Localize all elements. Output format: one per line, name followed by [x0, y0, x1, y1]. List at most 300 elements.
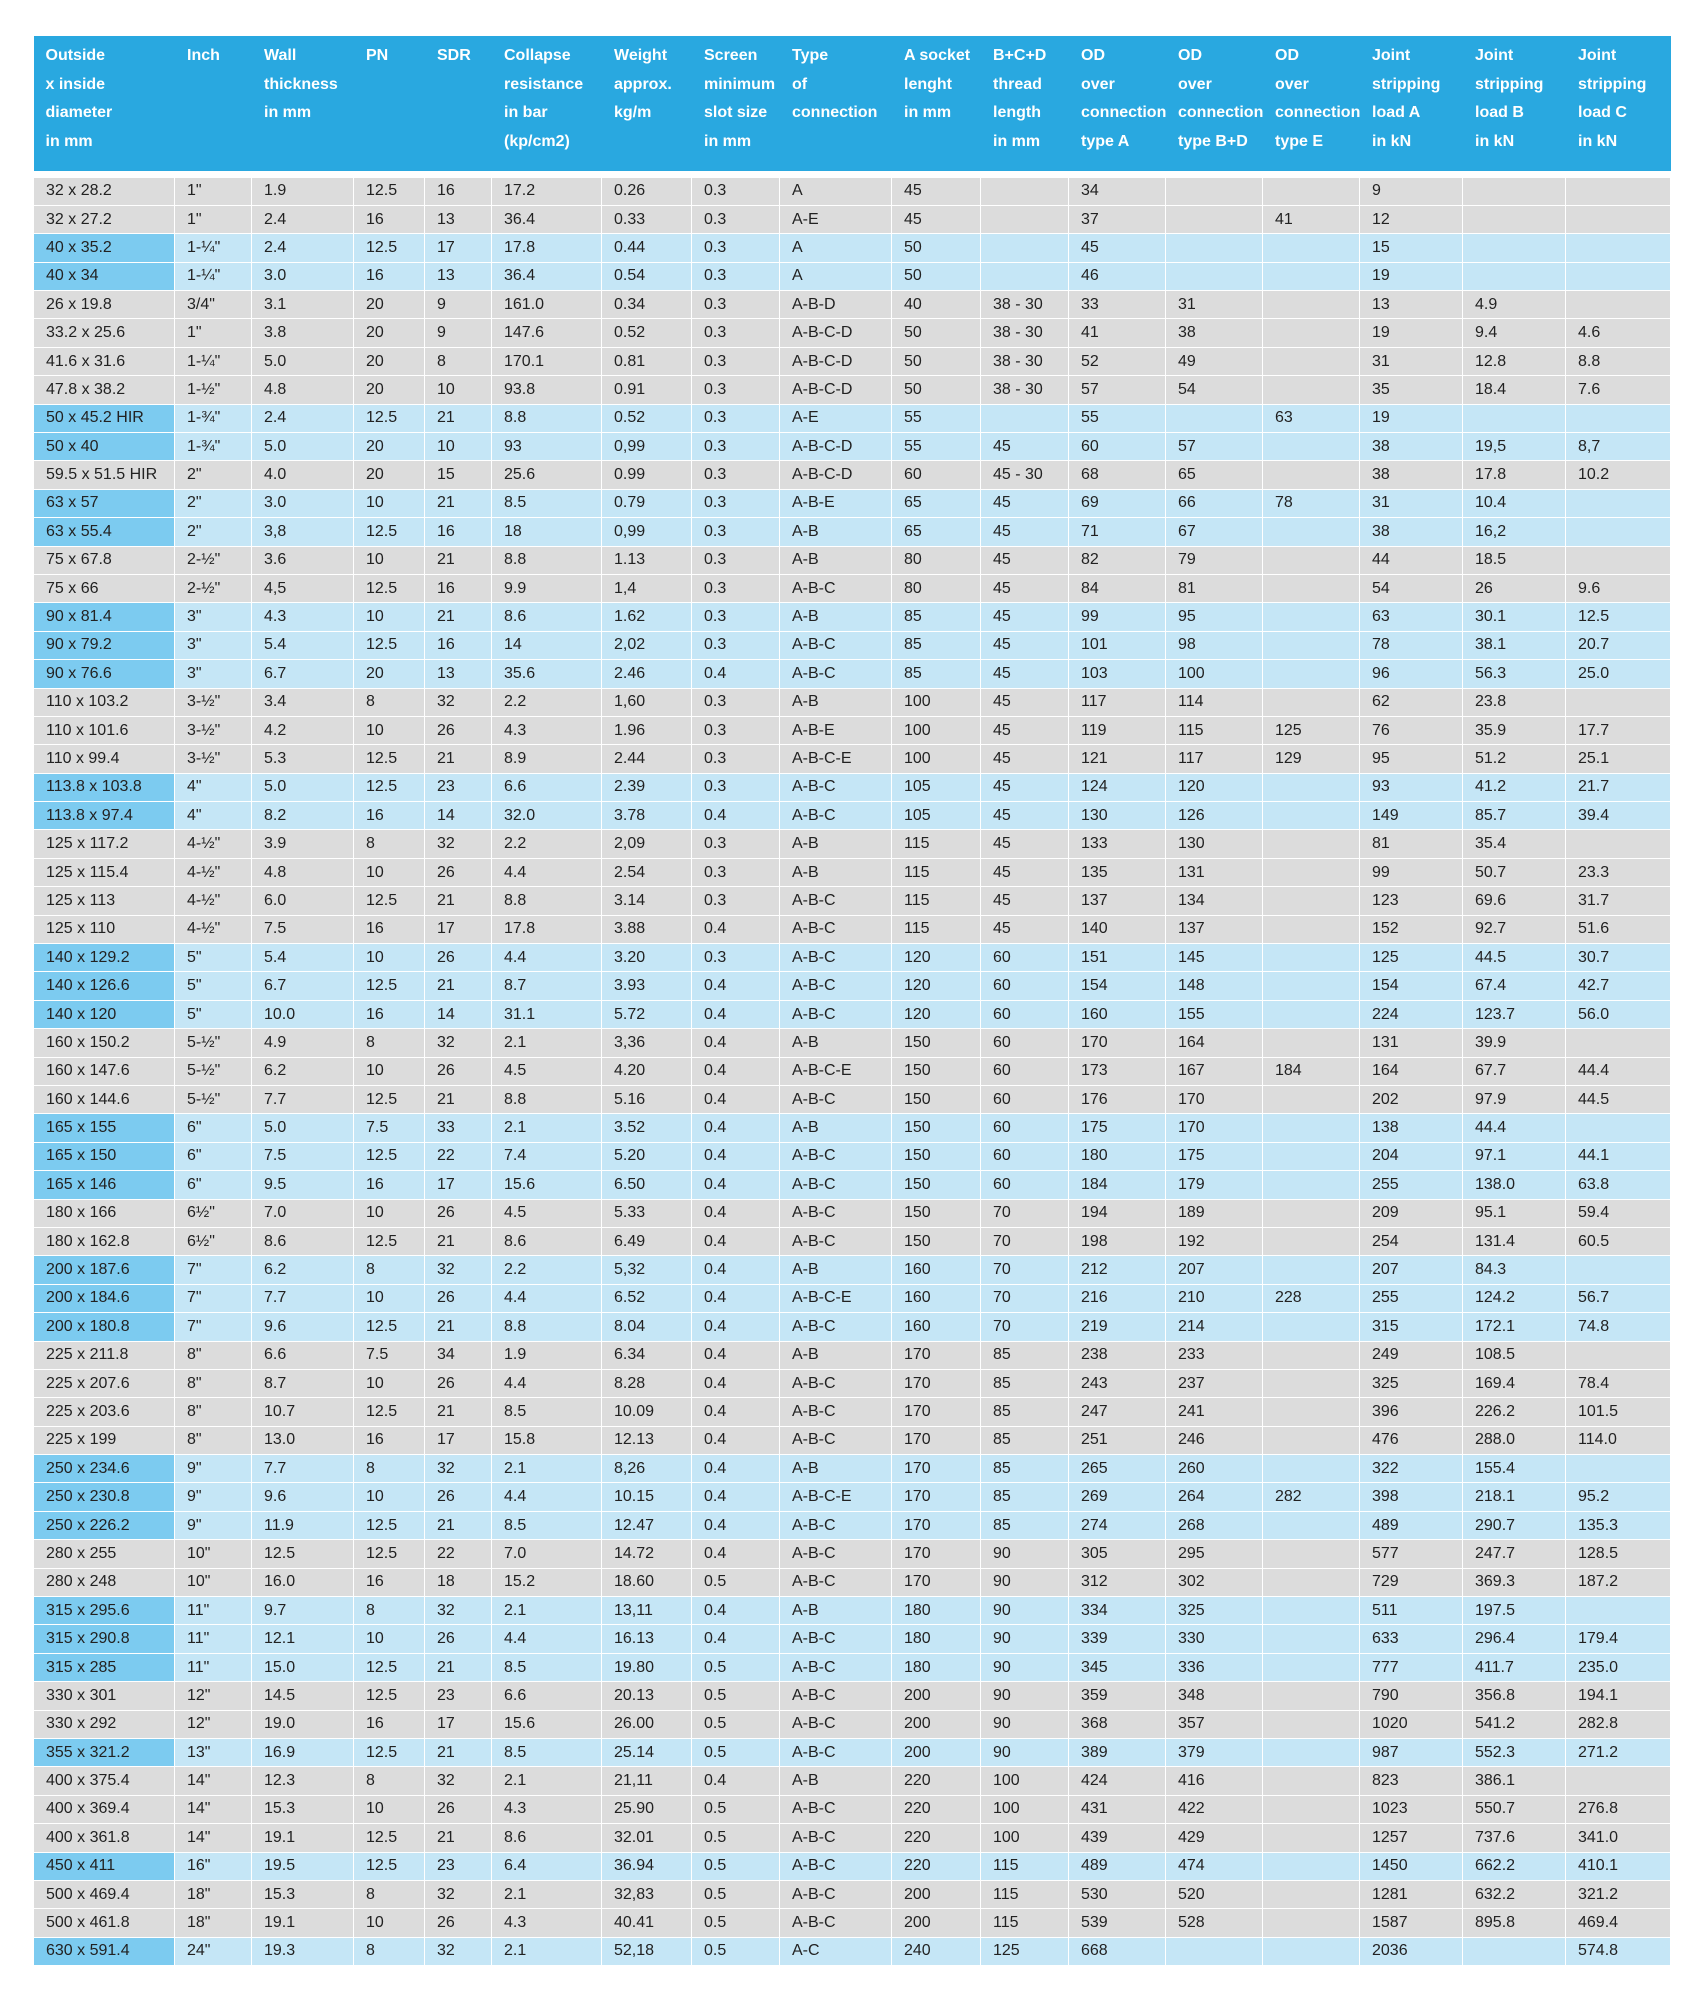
table-cell: 8.6: [252, 1227, 354, 1255]
table-cell: 125: [1360, 944, 1463, 972]
table-cell: 12.5: [354, 1511, 425, 1539]
table-cell: 4": [175, 773, 252, 801]
table-cell: 140 x 126.6: [34, 972, 175, 1000]
table-cell: 6": [175, 1171, 252, 1199]
table-cell: 5.72: [602, 1000, 692, 1028]
table-cell: 25.14: [602, 1738, 692, 1766]
table-cell: 31: [1166, 291, 1263, 319]
table-header: [34, 36, 1671, 171]
table-cell: 95.2: [1566, 1483, 1671, 1511]
table-cell: 8.2: [252, 802, 354, 830]
table-cell: 3.14: [602, 887, 692, 915]
table-cell: 54: [1360, 574, 1463, 602]
table-cell: 249: [1360, 1341, 1463, 1369]
table-cell: 216: [1069, 1284, 1166, 1312]
table-cell: 5.4: [252, 944, 354, 972]
table-cell: 5": [175, 944, 252, 972]
table-cell: 23.3: [1566, 858, 1671, 886]
table-cell: [1263, 1937, 1360, 1965]
table-cell: A-B-C: [780, 660, 892, 688]
table-cell: 200: [892, 1710, 981, 1738]
table-cell: 8,7: [1566, 433, 1671, 461]
table-cell: 1": [175, 177, 252, 205]
table-cell: 78: [1263, 489, 1360, 517]
table-cell: [1463, 205, 1566, 233]
table-cell: 12.5: [354, 234, 425, 262]
header-a-socket-length: A socket lenght in mm: [892, 36, 981, 171]
table-cell: 12.5: [354, 1398, 425, 1426]
table-row: [34, 1284, 1671, 1312]
table-cell: 280 x 255: [34, 1540, 175, 1568]
table-cell: 74.8: [1566, 1313, 1671, 1341]
table-cell: 212: [1069, 1256, 1166, 1284]
table-cell: [1566, 177, 1671, 205]
table-cell: 38.1: [1463, 631, 1566, 659]
table-cell: A-B-C: [780, 631, 892, 659]
table-cell: 50.7: [1463, 858, 1566, 886]
table-cell: 135.3: [1566, 1511, 1671, 1539]
table-cell: 777: [1360, 1653, 1463, 1681]
table-cell: 80: [892, 546, 981, 574]
table-cell: 45: [892, 177, 981, 205]
table-cell: 93.8: [492, 376, 602, 404]
table-cell: 9": [175, 1511, 252, 1539]
table-cell: 2036: [1360, 1937, 1463, 1965]
table-cell: 38: [1166, 319, 1263, 347]
table-cell: A-B: [780, 688, 892, 716]
table-cell: A-E: [780, 404, 892, 432]
table-cell: 1.9: [492, 1341, 602, 1369]
table-cell: A-B-C: [780, 972, 892, 1000]
table-cell: 113.8 x 97.4: [34, 802, 175, 830]
table-cell: 59.5 x 51.5 HIR: [34, 461, 175, 489]
table-cell: 81: [1360, 830, 1463, 858]
table-cell: 0.3: [692, 603, 780, 631]
header-outside-inside-diameter: Outside x inside diameter in mm: [34, 36, 175, 171]
table-cell: 12.5: [354, 574, 425, 602]
table-cell: 67.7: [1463, 1057, 1566, 1085]
table-cell: 7.5: [354, 1114, 425, 1142]
table-cell: 66: [1166, 489, 1263, 517]
table-cell: A-B-C: [780, 1824, 892, 1852]
table-cell: 90: [981, 1710, 1069, 1738]
table-cell: 17.8: [492, 234, 602, 262]
table-cell: 3.0: [252, 262, 354, 290]
table-cell: 9.7: [252, 1597, 354, 1625]
table-cell: 3-½": [175, 716, 252, 744]
table-cell: 130: [1069, 802, 1166, 830]
header-type-of-connection: Type of connection: [780, 36, 892, 171]
table-cell: 220: [892, 1767, 981, 1795]
table-cell: 356.8: [1463, 1682, 1566, 1710]
table-cell: 41.2: [1463, 773, 1566, 801]
table-cell: 7.0: [492, 1540, 602, 1568]
table-cell: 14: [425, 1000, 492, 1028]
table-cell: 12.5: [354, 1142, 425, 1170]
table-cell: 38 - 30: [981, 376, 1069, 404]
table-cell: 10: [354, 1369, 425, 1397]
table-cell: 90 x 79.2: [34, 631, 175, 659]
table-cell: 3.4: [252, 688, 354, 716]
table-cell: 99: [1069, 603, 1166, 631]
table-cell: [1166, 205, 1263, 233]
table-cell: 574.8: [1566, 1937, 1671, 1965]
table-cell: 0.3: [692, 830, 780, 858]
table-cell: 21: [425, 1227, 492, 1255]
table-row: [34, 858, 1671, 886]
table-cell: 97.1: [1463, 1142, 1566, 1170]
table-cell: 0.4: [692, 1597, 780, 1625]
table-cell: 15.0: [252, 1653, 354, 1681]
table-cell: 160 x 144.6: [34, 1086, 175, 1114]
table-cell: 0.4: [692, 1511, 780, 1539]
table-cell: 60: [981, 1029, 1069, 1057]
table-cell: 4-½": [175, 887, 252, 915]
table-row: [34, 631, 1671, 659]
table-cell: 0.3: [692, 887, 780, 915]
table-cell: 115: [1166, 716, 1263, 744]
table-cell: 0.4: [692, 1142, 780, 1170]
table-cell: 357: [1166, 1710, 1263, 1738]
table-cell: 8": [175, 1398, 252, 1426]
table-cell: 60: [981, 944, 1069, 972]
table-cell: [1263, 631, 1360, 659]
table-cell: A: [780, 177, 892, 205]
table-cell: A-B-C: [780, 1738, 892, 1766]
table-cell: 8.5: [492, 1398, 602, 1426]
table-cell: 8.5: [492, 489, 602, 517]
table-cell: 12.5: [354, 745, 425, 773]
table-cell: A-B-C: [780, 1313, 892, 1341]
table-cell: 60: [981, 972, 1069, 1000]
table-cell: 65: [892, 518, 981, 546]
table-cell: 173: [1069, 1057, 1166, 1085]
table-cell: 9.6: [252, 1313, 354, 1341]
table-cell: A-B-C: [780, 1227, 892, 1255]
table-cell: 21: [425, 1313, 492, 1341]
table-cell: 8.5: [492, 1738, 602, 1766]
table-cell: 200 x 184.6: [34, 1284, 175, 1312]
table-cell: 0.26: [602, 177, 692, 205]
table-cell: 62: [1360, 688, 1463, 716]
table-cell: [1463, 234, 1566, 262]
table-cell: 400 x 369.4: [34, 1795, 175, 1823]
table-cell: 369.3: [1463, 1568, 1566, 1596]
table-cell: 10": [175, 1540, 252, 1568]
table-cell: 0.4: [692, 1256, 780, 1284]
table-cell: 220: [892, 1795, 981, 1823]
table-cell: 302: [1166, 1568, 1263, 1596]
table-cell: 400 x 375.4: [34, 1767, 175, 1795]
table-cell: 3.20: [602, 944, 692, 972]
table-cell: 250 x 234.6: [34, 1455, 175, 1483]
table-cell: 2-½": [175, 546, 252, 574]
table-cell: 90: [981, 1597, 1069, 1625]
table-cell: 228: [1263, 1284, 1360, 1312]
table-cell: 10": [175, 1568, 252, 1596]
table-row: [34, 262, 1671, 290]
table-cell: 4.20: [602, 1057, 692, 1085]
table-cell: [1263, 319, 1360, 347]
table-cell: 60: [981, 1000, 1069, 1028]
table-cell: 17.7: [1566, 716, 1671, 744]
table-cell: 154: [1360, 972, 1463, 1000]
table-cell: 10: [354, 546, 425, 574]
table-cell: 7.7: [252, 1086, 354, 1114]
table-cell: 90: [981, 1682, 1069, 1710]
table-cell: 12": [175, 1682, 252, 1710]
table-cell: 32: [425, 1597, 492, 1625]
table-cell: 15.2: [492, 1568, 602, 1596]
table-cell: 26: [425, 1909, 492, 1937]
table-cell: 8.8: [492, 887, 602, 915]
table-cell: 12.5: [354, 404, 425, 432]
table-cell: 35.4: [1463, 830, 1566, 858]
table-cell: 12": [175, 1710, 252, 1738]
table-cell: 6": [175, 1142, 252, 1170]
table-cell: 474: [1166, 1852, 1263, 1880]
table-cell: [1263, 1029, 1360, 1057]
table-cell: 113.8 x 103.8: [34, 773, 175, 801]
table-cell: 16: [354, 205, 425, 233]
table-cell: [1263, 1000, 1360, 1028]
table-cell: [1566, 688, 1671, 716]
table-cell: 19.0: [252, 1710, 354, 1738]
table-cell: 10: [425, 433, 492, 461]
table-row: [34, 1114, 1671, 1142]
table-cell: A-B-C: [780, 1909, 892, 1937]
header-od-type-bd: OD over connection type B+D: [1166, 36, 1263, 171]
table-cell: 45: [981, 489, 1069, 517]
table-cell: 7": [175, 1284, 252, 1312]
table-cell: 7.6: [1566, 376, 1671, 404]
table-cell: 121: [1069, 745, 1166, 773]
table-cell: A-B-C: [780, 1568, 892, 1596]
table-cell: [981, 234, 1069, 262]
table-cell: 32: [425, 1256, 492, 1284]
table-cell: 5.4: [252, 631, 354, 659]
table-cell: A-B-C: [780, 1710, 892, 1738]
table-cell: 18.4: [1463, 376, 1566, 404]
table-cell: 120: [892, 944, 981, 972]
table-cell: A-B-C-D: [780, 347, 892, 375]
table-cell: 10.7: [252, 1398, 354, 1426]
table-cell: [1263, 1455, 1360, 1483]
table-cell: 12.5: [354, 1653, 425, 1681]
table-cell: [1263, 802, 1360, 830]
table-cell: 8: [354, 1937, 425, 1965]
table-cell: 489: [1360, 1511, 1463, 1539]
table-cell: 3,36: [602, 1029, 692, 1057]
table-cell: 125 x 113: [34, 887, 175, 915]
table-cell: 0.4: [692, 1625, 780, 1653]
table-cell: 0.5: [692, 1795, 780, 1823]
table-cell: [1263, 1852, 1360, 1880]
table-cell: 17: [425, 1171, 492, 1199]
table-cell: 13: [1360, 291, 1463, 319]
table-cell: 63: [1360, 603, 1463, 631]
table-cell: 9": [175, 1483, 252, 1511]
table-cell: 25.90: [602, 1795, 692, 1823]
table-cell: 170.1: [492, 347, 602, 375]
table-cell: 6.2: [252, 1256, 354, 1284]
table-cell: 32: [425, 688, 492, 716]
table-cell: 52: [1069, 347, 1166, 375]
table-cell: 19.5: [252, 1852, 354, 1880]
table-cell: 150: [892, 1227, 981, 1255]
table-cell: 24": [175, 1937, 252, 1965]
table-cell: 12.5: [354, 1227, 425, 1255]
header-od-type-a: OD over connection type A: [1069, 36, 1166, 171]
table-cell: 26: [425, 1199, 492, 1227]
table-cell: 200 x 187.6: [34, 1256, 175, 1284]
table-cell: 21: [425, 972, 492, 1000]
table-cell: 0.44: [602, 234, 692, 262]
table-cell: 85: [981, 1511, 1069, 1539]
table-cell: 5.3: [252, 745, 354, 773]
table-cell: 105: [892, 802, 981, 830]
table-cell: 100: [892, 716, 981, 744]
table-cell: [1263, 1171, 1360, 1199]
header-sdr: SDR: [425, 36, 492, 171]
table-cell: 85: [981, 1341, 1069, 1369]
table-cell: [1263, 1313, 1360, 1341]
table-cell: 1.62: [602, 603, 692, 631]
table-cell: 2.1: [492, 1114, 602, 1142]
table-cell: 16,2: [1463, 518, 1566, 546]
table-cell: 90: [981, 1738, 1069, 1766]
table-cell: [1263, 1426, 1360, 1454]
table-cell: 20: [354, 291, 425, 319]
table-cell: 396: [1360, 1398, 1463, 1426]
table-cell: 95: [1166, 603, 1263, 631]
table-cell: 85: [981, 1369, 1069, 1397]
table-cell: [1263, 1795, 1360, 1823]
table-cell: 37: [1069, 205, 1166, 233]
table-cell: 225 x 211.8: [34, 1341, 175, 1369]
table-row: [34, 347, 1671, 375]
table-cell: [1263, 887, 1360, 915]
table-cell: A-B: [780, 858, 892, 886]
table-cell: 6.49: [602, 1227, 692, 1255]
table-cell: 75 x 66: [34, 574, 175, 602]
table-row: [34, 1795, 1671, 1823]
table-cell: A: [780, 262, 892, 290]
table-cell: 416: [1166, 1767, 1263, 1795]
table-cell: [1263, 915, 1360, 943]
table-cell: [1263, 1738, 1360, 1766]
table-cell: [1263, 1369, 1360, 1397]
table-cell: 30.1: [1463, 603, 1566, 631]
table-cell: 198: [1069, 1227, 1166, 1255]
table-cell: 2.2: [492, 1256, 602, 1284]
table-cell: 60: [981, 1057, 1069, 1085]
table-cell: 0.5: [692, 1682, 780, 1710]
table-cell: 2.44: [602, 745, 692, 773]
table-cell: 175: [1069, 1114, 1166, 1142]
table-cell: A-B-C-E: [780, 745, 892, 773]
table-cell: 6½": [175, 1199, 252, 1227]
table-cell: 9: [1360, 177, 1463, 205]
table-cell: 0.4: [692, 1057, 780, 1085]
table-cell: [1463, 404, 1566, 432]
table-cell: A-B: [780, 1341, 892, 1369]
table-cell: 59.4: [1566, 1199, 1671, 1227]
table-cell: 0.3: [692, 773, 780, 801]
table-cell: 117: [1166, 745, 1263, 773]
table-cell: 93: [492, 433, 602, 461]
table-cell: [1166, 404, 1263, 432]
table-cell: 52,18: [602, 1937, 692, 1965]
table-cell: 20: [354, 347, 425, 375]
table-cell: 85: [981, 1426, 1069, 1454]
table-cell: 0.3: [692, 291, 780, 319]
table-cell: A-B-C-E: [780, 1284, 892, 1312]
table-cell: 8.8: [1566, 347, 1671, 375]
table-cell: A-B-C: [780, 1199, 892, 1227]
header-pn: PN: [354, 36, 425, 171]
table-cell: 312: [1069, 1568, 1166, 1596]
table-cell: 36.4: [492, 262, 602, 290]
table-cell: A-B-E: [780, 716, 892, 744]
table-cell: 16: [425, 518, 492, 546]
table-cell: 14.5: [252, 1682, 354, 1710]
table-cell: 0.5: [692, 1937, 780, 1965]
table-cell: 8.9: [492, 745, 602, 773]
table-cell: [1263, 858, 1360, 886]
table-cell: 150: [892, 1029, 981, 1057]
table-cell: 26.00: [602, 1710, 692, 1738]
table-cell: 2.4: [252, 234, 354, 262]
table-cell: 32.01: [602, 1824, 692, 1852]
table-cell: [1566, 234, 1671, 262]
table-cell: 14": [175, 1795, 252, 1823]
table-cell: 39.9: [1463, 1029, 1566, 1057]
table-cell: 33.2 x 25.6: [34, 319, 175, 347]
table-cell: 13: [425, 660, 492, 688]
table-cell: 8: [354, 1880, 425, 1908]
table-cell: A-B-C: [780, 574, 892, 602]
table-cell: [1166, 234, 1263, 262]
table-cell: 60: [981, 1171, 1069, 1199]
table-row: [34, 1398, 1671, 1426]
table-cell: [1263, 1398, 1360, 1426]
table-cell: [1566, 1767, 1671, 1795]
table-cell: 70: [981, 1256, 1069, 1284]
table-cell: 125 x 110: [34, 915, 175, 943]
table-cell: 160 x 147.6: [34, 1057, 175, 1085]
table-cell: 17: [425, 915, 492, 943]
table-cell: 15.3: [252, 1795, 354, 1823]
table-cell: 0.4: [692, 802, 780, 830]
table-cell: [1263, 1625, 1360, 1653]
table-cell: 70: [981, 1227, 1069, 1255]
table-row: [34, 688, 1671, 716]
table-cell: 60: [981, 1114, 1069, 1142]
table-cell: A-B-C-E: [780, 1057, 892, 1085]
table-cell: 8: [354, 1767, 425, 1795]
table-cell: 19: [1360, 262, 1463, 290]
table-cell: 137: [1166, 915, 1263, 943]
table-cell: 541.2: [1463, 1710, 1566, 1738]
table-cell: 0.3: [692, 688, 780, 716]
table-cell: 16: [354, 1710, 425, 1738]
table-cell: 200: [892, 1738, 981, 1766]
table-cell: 20.13: [602, 1682, 692, 1710]
table-cell: 530: [1069, 1880, 1166, 1908]
table-cell: 17.8: [492, 915, 602, 943]
table-cell: 339: [1069, 1625, 1166, 1653]
